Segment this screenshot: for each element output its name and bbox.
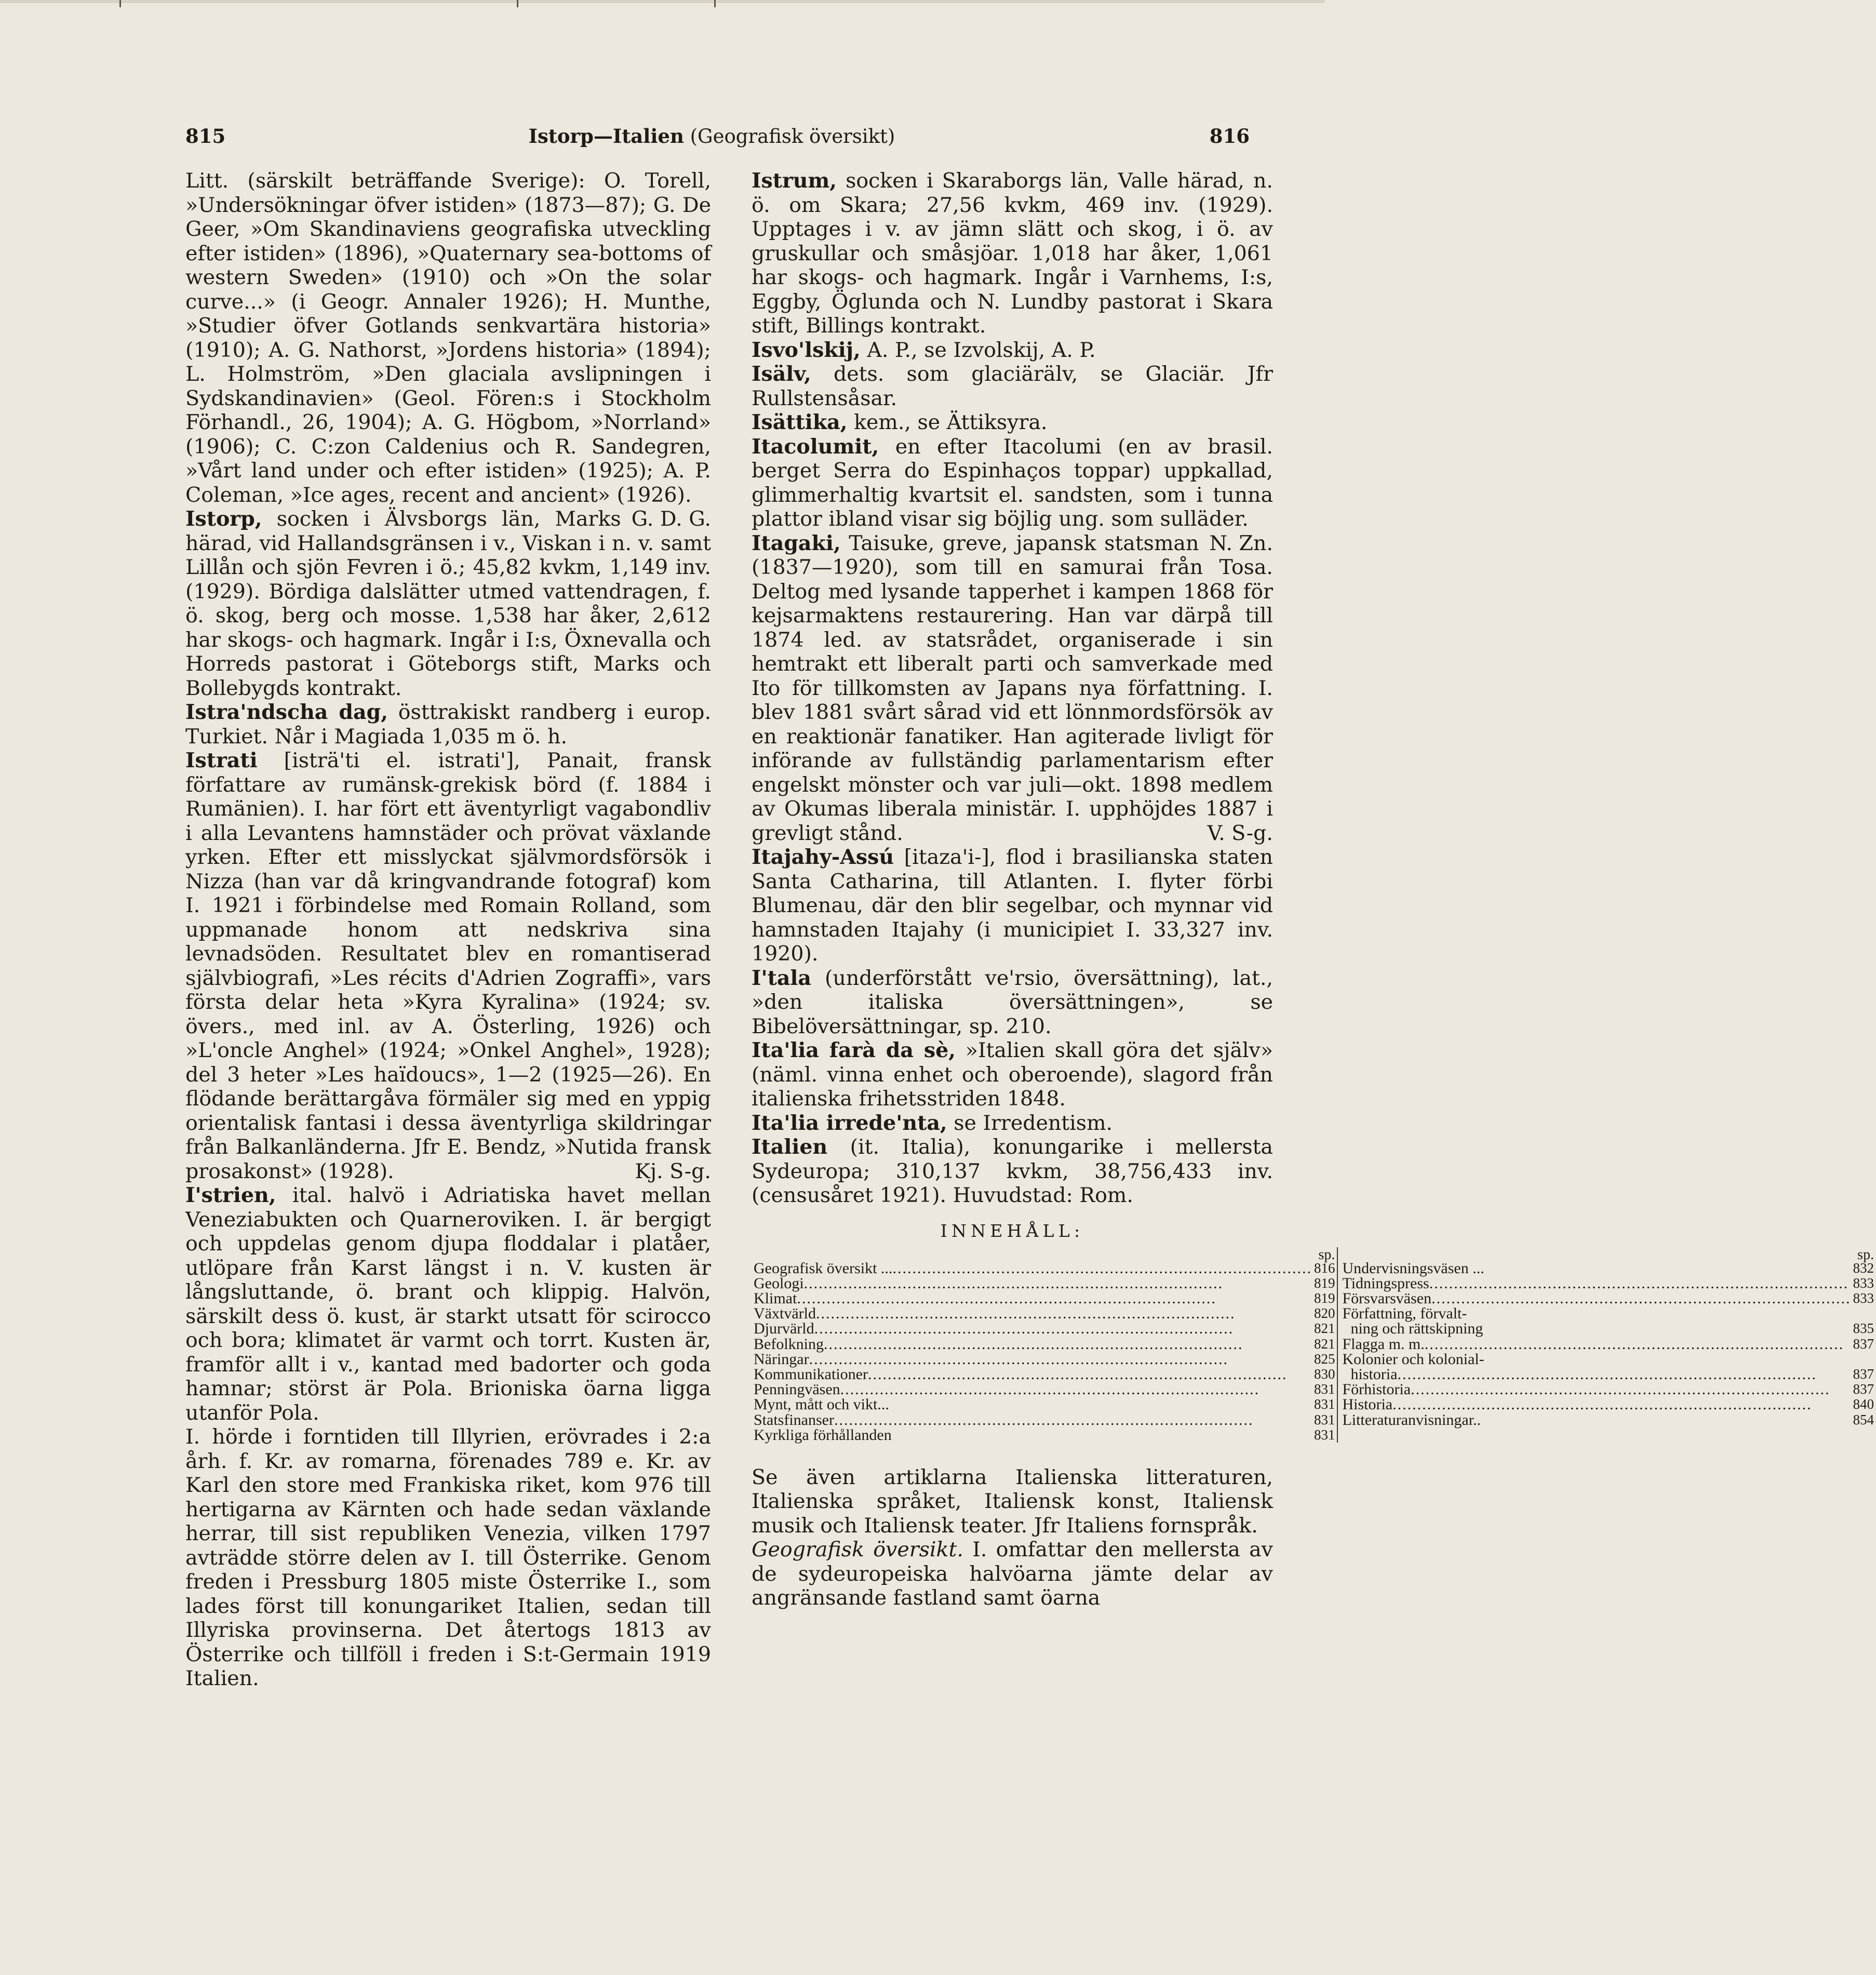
contents-row	[1342, 1382, 1874, 1397]
contents-page: 840	[1853, 1396, 1874, 1412]
entry-itagaki	[752, 531, 1273, 846]
contents-row	[1342, 1321, 1874, 1336]
contents-label: historia	[1350, 1365, 1398, 1383]
entry-headword: Ita'lia irrede'nta,	[752, 1111, 947, 1135]
contents-label: Kolonier och kolonial-	[1342, 1350, 1484, 1368]
contents-table	[752, 1246, 1874, 1444]
entry-text: I. hörde i forntiden till Illyrien, erövrades i 2:a årh. f. Kr. av romarna, förenades 789 e. Kr. av Karl den store med Frankiska riket, kom 976 till hertigarna av Kärnten och hade sedan växlande herrar, till sist republiken Venezia, vilken 1797 avträdde större delen av I. till Österrike. Genom freden i Pressburg 1805 miste Österrike I., som lades först till konungariket Italien, sedan till Illyriska provinserna. Det återtogs 1813 av Österrike och tillföll i freden i S:t-Germain 1919 Italien.	[185, 1425, 711, 1690]
page-number-right: 816	[1209, 125, 1250, 148]
contents-label: Geografisk översikt ...	[754, 1259, 893, 1277]
entry-text: [itaza'i-], flod i brasilianska staten Santa Catharina, till Atlanten. I. flyter förbi Blumenau, där den blir segelbar, och mynnar vid hamnstaden Itajahy (i municipiet I. 33,327 inv. 1920).	[752, 845, 1273, 966]
contents-row	[754, 1276, 1335, 1291]
entry-itala	[752, 966, 1273, 1039]
contents-row	[754, 1291, 1335, 1306]
contents-row	[754, 1352, 1335, 1367]
contents-label: Växtvärld	[754, 1305, 816, 1323]
entry-text: Taisuke, greve, japansk statsman (1837—1920), som till en samurai från Tosa. Deltog med lysande tapperhet i kampen 1868 för kejsarmaktens restaurering. Han var därpå till 1874 led. av statsrådet, organiserade i sin hemtrakt ett liberalt parti och samverkade med Ito för tillkomsten av Japans nya författning. I. blev 1881 svårt sårad vid ett lönnmordsförsök av en reaktionär fanatiker. Han agiterade livligt för införande av fullständig parlamentarism efter engelskt mönster och var juli—okt. 1898 medlem av Okumas liberala ministär. I. upphöjdes 1887 i grevligt stånd.	[752, 531, 1273, 845]
contents-row	[754, 1261, 1335, 1276]
contents-page: 816	[1314, 1260, 1335, 1276]
contents-label: Flagga m. m.	[1342, 1335, 1425, 1353]
contents-row	[754, 1397, 1335, 1412]
entry-text: ital. halvö i Adriatiska havet mellan Veneziabukten och Quarneroviken. I. är bergigt och uppdelas genom djupa floddalar i platåer, utlöpare från Karst längst i n. V. kusten är långsluttande, ö. brant och klippig. Halvön, särskilt dess ö. kust, är starkt utsatt för scirocco och bora; klimatet är varmt och torrt. Kusten är, framför allt i v., kantad med badorter och goda hamnar; störst är Pola. Brioniska öarna ligga utanför Pola.	[185, 1183, 711, 1425]
edge-tick	[119, 0, 121, 7]
entry-text: [isträ'ti el. istrati'], Panait, fransk författare av rumänsk-grekisk börd (f. 1884 i Rumänien). I. har fört ett äventyrligt vagabondliv i alla Levantens hamnstäder och prövat växlande yrken. Efter ett misslyckat självmordsförsök i Nizza (han var då kringvandrande fotograf) kom I. 1921 i förbindelse med Romain Rolland, som uppmanade honom att nedskriva sina levnadsöden. Resultatet blev en romantiserad självbiografi, »Les récits d'Adrien Zograffi», vars första delar heta »Kyra Kyralina» (1924; sv. övers., med inl. av A. Österling, 1926) och »L'oncle Anghel» (1924; »Onkel Anghel», 1928); del 3 heter »Les haïdoucs», 1—2 (1925—26). En flödande berättargåva förmäler sig med en yppig orientalisk fantasi i dessa äventyrliga skildringar från Balkanländerna. Jfr E. Bendz, »Nutida fransk prosakonst» (1928).	[185, 749, 711, 1183]
contents-label: Tidningspress	[1342, 1274, 1429, 1292]
contents-page: 854	[1853, 1411, 1874, 1427]
entry-headword: Ita'lia farà da sè,	[752, 1038, 956, 1062]
contents-row	[1342, 1352, 1874, 1367]
right-column	[752, 169, 1874, 1610]
contents-row	[754, 1382, 1335, 1397]
contents-label: Försvarsväsen	[1342, 1289, 1432, 1307]
contents-row	[1342, 1412, 1874, 1427]
author-signature: V. S-g.	[1207, 821, 1273, 845]
contents-page: 832	[1853, 1260, 1874, 1276]
entry-headword: Itagaki,	[752, 531, 841, 555]
contents-page: 833	[1853, 1290, 1874, 1306]
contents-page	[1872, 1352, 1874, 1367]
contents-page: 821	[1314, 1320, 1335, 1337]
contents-page: 831	[1314, 1411, 1335, 1427]
entry-istrati	[185, 749, 711, 1183]
entry-italien	[752, 1135, 1273, 1208]
running-title	[0, 121, 1325, 152]
contents-label: Penningväsen	[754, 1381, 840, 1398]
entry-text: socken i Skaraborgs län, Valle härad, n. ö. om Skara; 27,56 kvkm, 469 inv. (1929). Upptages i v. av jämn slätt och skog, i ö. av gruskullar och småsjöar. 1,018 har åker, 1,061 har skogs- och hagmark. Ingår i Varnhems, I:s, Eggby, Öglunda och N. Lundby pastorat i Skara stift, Billings kontrakt.	[752, 169, 1273, 338]
contents-page: 837	[1853, 1381, 1874, 1397]
contents-column-left	[752, 1247, 1337, 1443]
entry-see-also	[752, 1465, 1273, 1538]
author-signature: Kj. S-g.	[635, 1159, 711, 1183]
contents-label: ning och rättskipning	[1350, 1320, 1483, 1338]
contents-row	[1342, 1306, 1874, 1321]
contents-label: Författning, förvalt-	[1342, 1305, 1467, 1323]
running-title-normal: (Geografisk översikt)	[684, 125, 895, 148]
running-title-bold: Istorp—Italien	[528, 125, 684, 148]
contents-label: Kommunikationer	[754, 1365, 868, 1383]
contents-page: 821	[1314, 1336, 1335, 1352]
entry-headword: Italien	[752, 1135, 828, 1159]
entry-text: en efter Itacolumi (en av brasil. berget Serra do Espinhaços toppar) uppkallad, glimmerhaltig kvartsit el. sandsten, som i tunna plattor ibland visar sig böjlig ung. som sulläder.	[752, 434, 1273, 531]
entry-itajahy-assu	[752, 845, 1273, 966]
contents-label: Mynt, mått och vikt...	[754, 1396, 889, 1413]
top-edge	[0, 0, 1325, 3]
entry-headword: Isälv,	[752, 362, 811, 386]
contents-label: Geologi	[754, 1274, 804, 1292]
entry-headword: Itajahy-Assú	[752, 845, 894, 869]
entry-geografisk-oversikt	[752, 1538, 1273, 1610]
contents-page: 831	[1314, 1381, 1335, 1397]
entry-headword: Istorp,	[185, 507, 262, 531]
entry-headword: Istra'ndscha dag,	[185, 700, 388, 724]
contents-page: 820	[1314, 1305, 1335, 1322]
contents-page: 835	[1853, 1320, 1874, 1337]
entry-text: Se även artiklarna Italienska litteraturen, Italienska språket, Italiensk konst, Italiensk musik och Italiensk teater. Jfr Italiens fornspråk.	[752, 1465, 1273, 1538]
entry-isvolskij	[752, 338, 1273, 363]
author-signature: N. Zn.	[1209, 531, 1273, 555]
entry-headword: Itacolumit,	[752, 434, 879, 459]
edge-tick	[517, 0, 518, 7]
entry-text: Litt. (särskilt beträffande Sverige): O. Torell, »Undersökningar öfver istiden» (1873—87); G. De Geer, »Om Skandinaviens geografiska utveckling efter istiden» (1896), »Quaternary sea-bottoms of western Sweden» (1910) och »On the solar curve...» (i Geogr. Annaler 1926); H. Munthe, »Studier öfver Gotlands senkvartära historia» (1910); A. G. Nathorst, »Jordens historia» (1894); L. Holmström, »Den glaciala avslipningen i Sydskandinavien» (Geol. Fören:s i Stockholm Förhandl., 26, 1904); A. G. Högbom, »Norrland» (1906); C. C:zon Caldenius och R. Sandegren, »Vårt land under och efter istiden» (1925); A. P. Coleman, »Ice ages, recent and ancient» (1926).	[185, 169, 711, 507]
entry-headword: Isvo'lskij,	[752, 338, 861, 362]
contents-row	[754, 1306, 1335, 1321]
contents-row	[754, 1427, 1335, 1443]
section-heading: Geografisk översikt.	[752, 1538, 963, 1562]
entry-istrum	[752, 169, 1273, 338]
contents-row	[754, 1367, 1335, 1382]
contents-label: Djurvärld	[754, 1320, 814, 1338]
contents-column-right	[1337, 1247, 1876, 1443]
entry-headword: I'strien,	[185, 1183, 276, 1207]
entry-text: dets. som glaciärälv, se Glaciär. Jfr Rullstensåsar.	[752, 362, 1273, 410]
entry-headword: Isättika,	[752, 410, 848, 434]
entry-istrandscha-dag	[185, 700, 711, 749]
contents-row	[1342, 1367, 1874, 1382]
contents-label: Litteraturanvisningar..	[1342, 1411, 1481, 1429]
entry-text: »Italien skall göra det själv» (näml. vinna enhet och oberoende), slagord från italienska frihetsstriden 1848.	[752, 1038, 1273, 1111]
entry-headword: I'tala	[752, 966, 812, 990]
contents-page: 833	[1853, 1275, 1874, 1291]
entry-istrien-history	[185, 1425, 711, 1691]
contents-page: 819	[1314, 1275, 1335, 1291]
contents-label: Historia	[1342, 1396, 1393, 1413]
page-number-left: 815	[185, 125, 226, 148]
contents-page: 830	[1314, 1366, 1335, 1382]
contents-label: Klimat	[754, 1289, 797, 1307]
entry-text: A. P., se Izvolskij, A. P.	[860, 338, 1096, 362]
contents-title: INNEHÅLL:	[940, 1220, 1084, 1241]
contents-row	[754, 1412, 1335, 1427]
entry-headword: Istrati	[185, 749, 258, 772]
contents-row	[1342, 1397, 1874, 1412]
author-signature: G. D. G.	[631, 507, 711, 531]
contents-row	[1342, 1276, 1874, 1291]
entry-headword: Istrum,	[752, 169, 837, 193]
entry-italia-fara-da-se	[752, 1038, 1273, 1111]
entry-text: (it. Italia), konungarike i mellersta Sydeuropa; 310,137 kvkm, 38,756,433 inv. (censusåret 1921). Huvudstad: Rom.	[752, 1135, 1273, 1207]
contents-row	[754, 1337, 1335, 1352]
contents-page: 831	[1314, 1396, 1335, 1412]
contents-column-header: sp.	[1318, 1246, 1335, 1263]
entry-text: kem., se Ättiksyra.	[847, 410, 1048, 434]
entry-text: I. omfattar den mellersta av de sydeuropeiska halvöarna jämte delar av angränsande fastland samt öarna	[752, 1538, 1273, 1610]
contents-label: Statsfinanser	[754, 1411, 834, 1429]
entry-italia-irredenta	[752, 1111, 1273, 1136]
entry-isalv	[752, 362, 1273, 410]
entry-isattika	[752, 410, 1273, 435]
entry-istrien	[185, 1183, 711, 1425]
contents-page: 825	[1314, 1351, 1335, 1367]
edge-tick	[714, 0, 716, 7]
contents-page	[1872, 1306, 1874, 1321]
contents-label: Undervisningsväsen ...	[1342, 1259, 1484, 1277]
contents-row	[754, 1321, 1335, 1336]
contents-page: 837	[1853, 1336, 1874, 1352]
entry-text: (underförstått ve'rsio, översättning), lat., »den italiska översättningen», se Bibelöversättningar, sp. 210.	[752, 966, 1273, 1038]
contents-column-header: sp.	[1857, 1246, 1874, 1263]
contents-label: Kyrkliga förhållanden	[754, 1426, 892, 1444]
contents-row	[1342, 1291, 1874, 1306]
contents-row	[1342, 1261, 1874, 1276]
contents-label: Näringar	[754, 1350, 809, 1368]
left-column	[185, 169, 711, 1691]
contents-page: 819	[1314, 1290, 1335, 1306]
running-header	[0, 121, 1325, 152]
contents-page: 831	[1314, 1426, 1335, 1443]
entry-istorp	[185, 507, 711, 700]
entry-text: socken i Älvsborgs län, Marks härad, vid Hallandsgränsen i v., Viskan i n. v. samt Lillån och sjön Fevren i ö.; 45,82 kvkm, 1,149 inv. (1929). Bördiga dalslätter utmed vattendragen, f. ö. skog, berg och mosse. 1,538 har åker, 2,612 har skogs- och hagmark. Ingår i I:s, Öxnevalla och Horreds pastorat i Göteborgs stift, Marks och Bollebygds kontrakt.	[185, 507, 711, 700]
entry-text: se Irredentism.	[947, 1111, 1113, 1135]
contents-page: 837	[1853, 1366, 1874, 1382]
contents-label: Förhistoria	[1342, 1381, 1411, 1398]
entry-text: östtrakiskt randberg i europ. Turkiet. Når i Magiada 1,035 m ö. h.	[185, 700, 711, 749]
contents-label: Befolkning	[754, 1335, 824, 1353]
page-edge-marks	[0, 0, 1325, 16]
contents-row	[1342, 1337, 1874, 1352]
